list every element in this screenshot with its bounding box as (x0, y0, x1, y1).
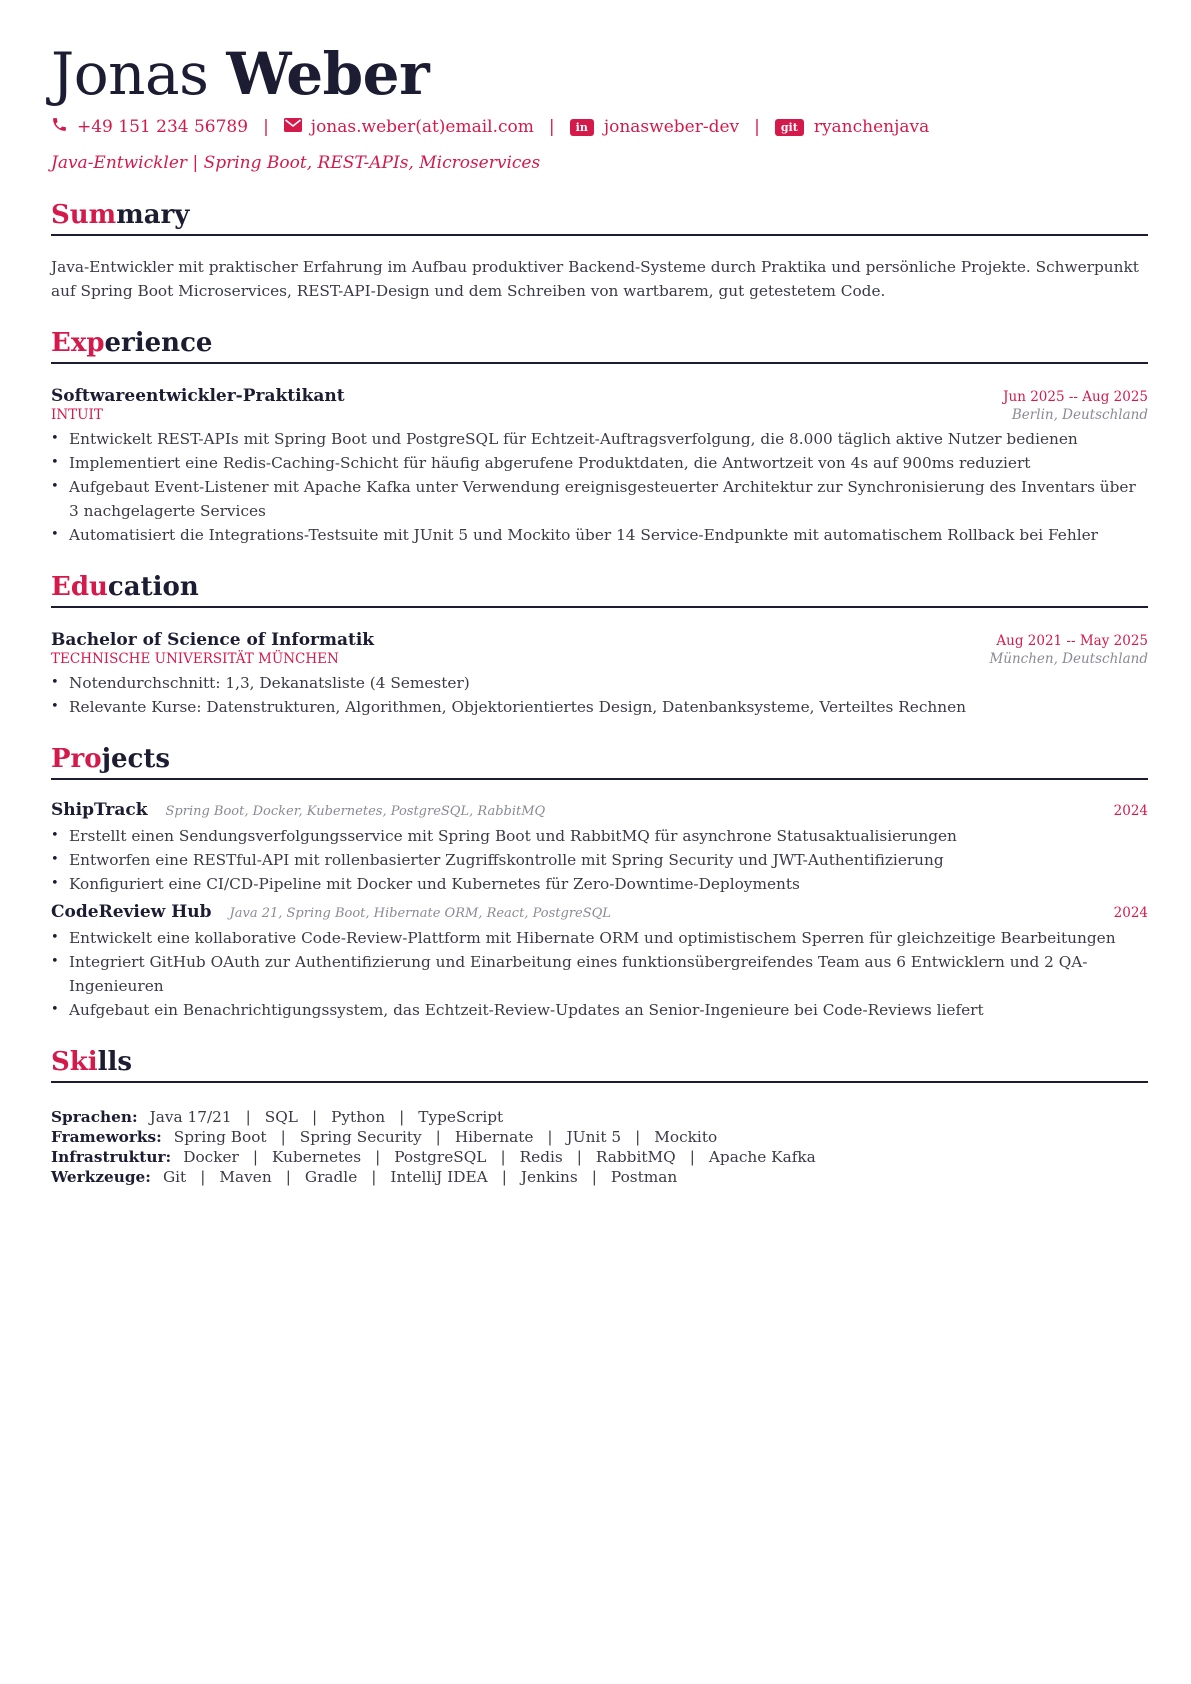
section-title-projects (51, 743, 1148, 780)
skill-category-label: Werkzeuge: (51, 1168, 151, 1186)
skill-item: Gradle (304, 1168, 358, 1186)
skill-separator: | (371, 1168, 377, 1186)
skill-item: Spring Security (299, 1128, 422, 1146)
list-item: • Entwickelt REST-APIs mit Spring Boot und PostgreSQL für Echtzeit-Auftragsverfolgung, die 8.000 täglich aktive Nutzer bedienen (51, 427, 1148, 451)
contact-separator: | (548, 117, 555, 137)
skill-item: Postman (610, 1168, 678, 1186)
contact-separator: | (263, 117, 269, 137)
section-title-accent: Edu (51, 572, 108, 602)
section-title-accent: Ski (51, 1047, 98, 1077)
skill-separator: | (311, 1108, 318, 1126)
project-entry (51, 902, 1148, 1022)
linkedin-handle: jonasweber-dev (603, 117, 740, 137)
skill-separator: | (252, 1148, 259, 1166)
skill-item: Kubernetes (272, 1148, 362, 1166)
skill-item: Docker (183, 1148, 239, 1166)
project-bullets (51, 926, 1148, 1022)
section-title-experience (51, 327, 1148, 364)
project-name: CodeReview Hub (51, 902, 212, 922)
skill-separator: | (547, 1128, 553, 1146)
section-title-summary (51, 199, 1148, 236)
skill-item: Java 17/21 (149, 1108, 232, 1126)
phone-icon (51, 116, 77, 138)
skill-item: PostgreSQL (394, 1148, 487, 1166)
skill-row (51, 1107, 1148, 1127)
project-bullets (51, 824, 1148, 896)
job-date: Jun 2025 -- Aug 2025 (1003, 389, 1148, 405)
skill-separator: | (285, 1168, 291, 1186)
skill-separator: | (280, 1128, 286, 1146)
education-bullets (51, 671, 1148, 719)
skill-item: RabbitMQ (595, 1148, 676, 1166)
education-entry (51, 630, 1148, 719)
contact-linkedin[interactable] (570, 117, 739, 137)
skill-item: Hibernate (454, 1128, 534, 1146)
section-title-rest: lls (97, 1047, 133, 1077)
skill-item: JUnit 5 (566, 1128, 622, 1146)
phone-number: +49 151 234 56789 (77, 117, 249, 137)
github-handle: ryanchenjava (813, 117, 930, 137)
project-name: ShipTrack (51, 800, 148, 820)
skill-row (51, 1127, 1148, 1147)
list-item: • Implementiert eine Redis-Caching-Schicht für häufig abgerufene Produktdaten, die Antwortzeit von 4s auf 900ms reduziert (51, 451, 1148, 475)
section-title-accent: Pro (51, 744, 102, 774)
job-location: Berlin, Deutschland (1011, 407, 1148, 423)
list-item: • Notendurchschnitt: 1,3, Dekanatsliste (4 Semester) (51, 671, 1148, 695)
first-name: Jonas (51, 40, 209, 108)
skill-separator: | (435, 1128, 441, 1146)
list-item: • Integriert GitHub OAuth zur Authentifizierung und Einarbeitung eines funktionsübergreifendes Team aus 6 Entwicklern und 2 QA-Ingenieuren (51, 950, 1148, 998)
linkedin-badge-icon: in (570, 119, 594, 136)
skill-item: Jenkins (520, 1168, 578, 1186)
section-title-rest: mary (116, 200, 190, 230)
section-title-rest: jects (101, 744, 171, 774)
skill-item: Redis (519, 1148, 563, 1166)
contact-bar (51, 112, 1148, 142)
experience-bullets (51, 427, 1148, 547)
skill-item: Maven (219, 1168, 272, 1186)
last-name: Weber (226, 40, 430, 108)
skill-separator: | (689, 1148, 695, 1166)
git-badge-icon: git (775, 119, 804, 136)
candidate-name (51, 38, 1148, 110)
project-entry (51, 800, 1148, 896)
summary-text: Java-Entwickler mit praktischer Erfahrung im Aufbau produktiver Backend-Systeme durch Praktika und persönliche Projekte. Schwerpunkt auf Spring Boot Microservices, REST-API-Design und dem Schreiben von wartbarem, gut getestetem Code. (51, 258, 1139, 300)
skill-item: Git (162, 1168, 187, 1186)
project-tech: Java 21, Spring Boot, Hibernate ORM, React, PostgreSQL (229, 906, 611, 921)
list-item: • Konfiguriert eine CI/CD-Pipeline mit Docker und Kubernetes für Zero-Downtime-Deployments (51, 872, 1148, 896)
company-name: INTUIT (51, 407, 103, 423)
skill-separator: | (591, 1168, 597, 1186)
section-title-accent: Exp (51, 328, 105, 358)
skill-category-label: Infrastruktur: (51, 1148, 172, 1166)
list-item: • Relevante Kurse: Datenstrukturen, Algorithmen, Objektorientiertes Design, Datenbanksysteme, Verteiltes Rechnen (51, 695, 1148, 719)
list-item: • Entwickelt eine kollaborative Code-Review-Plattform mit Hibernate ORM und optimistischem Sperren für gleichzeitige Bearbeitungen (51, 926, 1148, 950)
list-item: • Aufgebaut Event-Listener mit Apache Kafka unter Verwendung ereignisgesteuerter Architektur zur Synchronisierung des Inventars über 3 nachgelagerte Services (51, 475, 1148, 523)
skill-separator: | (500, 1148, 506, 1166)
section-title-skills (51, 1046, 1148, 1083)
skill-separator: | (375, 1148, 381, 1166)
project-year: 2024 (1113, 905, 1148, 921)
project-tech: Spring Boot, Docker, Kubernetes, PostgreSQL, RabbitMQ (165, 804, 546, 819)
contact-separator: | (754, 117, 760, 137)
section-title-accent: Sum (51, 200, 117, 230)
experience-entry (51, 386, 1148, 547)
list-item: • Aufgebaut ein Benachrichtigungssystem, das Echtzeit-Review-Updates an Senior-Ingenieure bei Code-Reviews liefert (51, 998, 1148, 1022)
resume-page (51, 38, 1148, 1187)
education-location: München, Deutschland (989, 651, 1148, 667)
list-item: • Erstellt einen Sendungsverfolgungsservice mit Spring Boot und RabbitMQ für asynchrone Statusaktualisierungen (51, 824, 1148, 848)
skill-item: IntelliJ IDEA (390, 1168, 488, 1186)
university-name: TECHNISCHE UNIVERSITÄT MÜNCHEN (51, 651, 339, 667)
skill-separator: | (501, 1168, 507, 1186)
skill-separator: | (635, 1128, 641, 1146)
skill-separator: | (576, 1148, 582, 1166)
skill-item: Apache Kafka (708, 1148, 816, 1166)
degree-title: Bachelor of Science of Informatik (51, 630, 375, 650)
project-year: 2024 (1113, 803, 1148, 819)
section-title-rest: cation (107, 572, 199, 602)
skill-separator: | (200, 1168, 206, 1186)
skill-row (51, 1147, 1148, 1167)
envelope-icon (284, 117, 311, 137)
skill-category-label: Frameworks: (51, 1128, 162, 1146)
skill-separator: | (245, 1108, 251, 1126)
tagline: Java-Entwickler | Spring Boot, REST-APIs, Microservices (51, 153, 541, 173)
contact-github[interactable] (775, 117, 929, 137)
section-title-education (51, 571, 1148, 608)
education-date: Aug 2021 -- May 2025 (996, 633, 1148, 649)
email-address: jonas.weber(at)email.com (310, 117, 534, 137)
list-item: • Entworfen eine RESTful-API mit rollenbasierter Zugriffskontrolle mit Spring Security und JWT-Authentifizierung (51, 848, 1148, 872)
skill-separator: | (399, 1108, 405, 1126)
skill-item: TypeScript (418, 1108, 504, 1126)
skills-list (51, 1107, 1148, 1187)
skill-item: Python (331, 1108, 386, 1126)
skill-item: Mockito (654, 1128, 718, 1146)
skill-category-label: Sprachen: (51, 1108, 138, 1126)
skill-item: Spring Boot (173, 1128, 267, 1146)
skill-item: SQL (264, 1108, 298, 1126)
skill-row (51, 1167, 1148, 1187)
list-item: • Automatisiert die Integrations-Testsuite mit JUnit 5 und Mockito über 14 Service-Endpunkte mit automatischem Rollback bei Fehler (51, 523, 1148, 547)
section-title-rest: erience (104, 328, 213, 358)
job-title: Softwareentwickler-Praktikant (51, 386, 345, 406)
contact-email[interactable] (284, 117, 534, 137)
contact-phone[interactable] (51, 116, 248, 138)
